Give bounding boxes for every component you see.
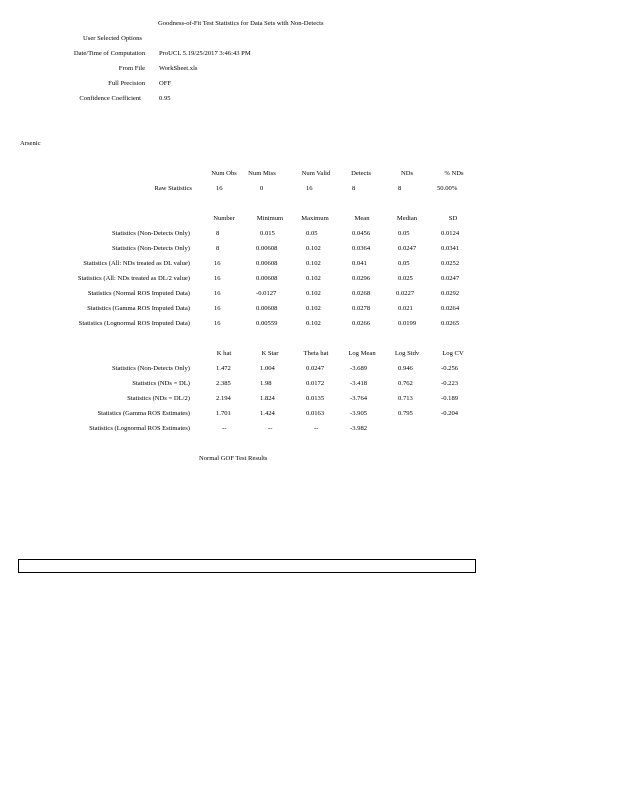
summary-cell: 0.0364	[352, 245, 371, 252]
gamma-cell: --	[222, 425, 227, 432]
gamma-cell: 0.0247	[306, 365, 325, 372]
gamma-cell: -0.256	[441, 365, 459, 372]
raw-statistics-label: Raw Statistics	[154, 185, 192, 192]
raw-value: 8	[352, 185, 356, 192]
gamma-cell: -3.689	[350, 365, 368, 372]
gamma-cell: 0.0163	[306, 410, 325, 417]
summary-row-label: Statistics (Lognormal ROS Imputed Data)	[78, 320, 190, 327]
gamma-row-label: Statistics (NDs = DL)	[132, 380, 190, 387]
field-label: Full Precision	[108, 80, 145, 87]
gamma-cell: 1.424	[260, 410, 275, 417]
summary-cell: 0.102	[306, 305, 321, 312]
summary-cell: 16	[214, 275, 221, 282]
raw-value: 0	[260, 185, 264, 192]
gamma-cell: 0.946	[398, 365, 413, 372]
gamma-row-label: Statistics (Gamma ROS Estimates)	[97, 410, 190, 417]
summary-row-label: Statistics (All: NDs treated as DL/2 value)	[77, 275, 190, 282]
summary-cell: 0.025	[398, 275, 413, 282]
gamma-row-label: Statistics (NDs = DL/2)	[127, 395, 190, 402]
gamma-header: K hat	[216, 350, 232, 357]
summary-row-label: Statistics (Normal ROS Imputed Data)	[87, 290, 190, 297]
summary-header: Number	[213, 215, 235, 222]
summary-header: Mean	[354, 215, 370, 222]
field-value: ProUCL 5.19/25/2017 3:46:43 PM	[159, 50, 251, 57]
report-title: Goodness-of-Fit Test Statistics for Data Sets with Non-Detects	[158, 20, 324, 27]
gamma-cell: -0.204	[441, 410, 459, 417]
summary-cell: 0.00608	[256, 305, 278, 312]
summary-cell: 0.0264	[441, 305, 460, 312]
gamma-cell: -3.764	[350, 395, 368, 402]
user-selected-options-label: User Selected Options	[83, 35, 142, 42]
summary-cell: 0.0124	[441, 230, 460, 237]
summary-cell: 0.0265	[441, 320, 460, 327]
summary-row-label: Statistics (All: NDs treated as DL value)	[83, 260, 190, 267]
summary-cell: 0.0278	[352, 305, 371, 312]
field-label: Date/Time of Computation	[73, 50, 145, 57]
summary-cell: 8	[216, 245, 220, 252]
raw-header: Num Obs	[211, 170, 237, 177]
gamma-cell: 1.824	[260, 395, 275, 402]
variable-name: Arsenic	[20, 140, 41, 147]
empty-bordered-cell	[18, 559, 476, 573]
raw-value: 16	[216, 185, 223, 192]
summary-cell: 0.102	[306, 320, 321, 327]
gamma-row-label: Statistics (Lognormal ROS Estimates)	[89, 425, 190, 432]
summary-cell: -0.0127	[256, 290, 277, 297]
gamma-header: Log Mean	[348, 350, 376, 357]
field-value: WorkSheet.xls	[159, 65, 198, 72]
summary-cell: 16	[214, 260, 221, 267]
raw-header: Detects	[351, 170, 371, 177]
field-value: OFF	[159, 80, 172, 87]
summary-cell: 0.102	[306, 260, 321, 267]
summary-row-label: Statistics (Non-Detects Only)	[111, 245, 190, 252]
summary-cell: 0.102	[306, 275, 321, 282]
summary-cell: 0.00559	[256, 320, 278, 327]
summary-cell: 0.0252	[441, 260, 460, 267]
gamma-cell: 0.0172	[306, 380, 325, 387]
summary-cell: 0.00608	[256, 260, 278, 267]
summary-cell: 0.0268	[352, 290, 371, 297]
summary-cell: 0.102	[306, 290, 321, 297]
gamma-cell: 1.98	[260, 380, 272, 387]
raw-header: Num Valid	[301, 170, 331, 177]
raw-header: NDs	[400, 170, 414, 177]
gamma-cell: 0.795	[398, 410, 413, 417]
gamma-cell: 0.0135	[306, 395, 325, 402]
gamma-cell: --	[268, 425, 273, 432]
summary-cell: 0.0341	[441, 245, 460, 252]
raw-value: 50.00%	[437, 185, 458, 192]
summary-cell: 0.0266	[352, 320, 371, 327]
summary-header: SD	[448, 215, 458, 222]
summary-cell: 0.0296	[352, 275, 371, 282]
summary-cell: 0.00608	[256, 275, 278, 282]
summary-cell: 0.00608	[256, 245, 278, 252]
gamma-cell: 2.194	[216, 395, 231, 402]
gamma-cell: 1.701	[216, 410, 231, 417]
summary-header: Minimum	[256, 215, 284, 222]
summary-cell: 0.0292	[441, 290, 460, 297]
summary-cell: 16	[214, 320, 221, 327]
field-value: 0.95	[159, 95, 171, 102]
summary-cell: 0.102	[306, 245, 321, 252]
gamma-header: Log CV	[442, 350, 464, 357]
gamma-cell: -3.418	[350, 380, 368, 387]
summary-row-label: Statistics (Non-Detects Only)	[111, 230, 190, 237]
summary-cell: 0.0227	[396, 290, 415, 297]
gamma-cell: 2.385	[216, 380, 231, 387]
gamma-cell: 1.472	[216, 365, 231, 372]
summary-cell: 16	[214, 290, 221, 297]
summary-cell: 0.0247	[441, 275, 460, 282]
gamma-cell: 1.004	[260, 365, 275, 372]
gamma-cell: -0.223	[441, 380, 459, 387]
summary-header: Median	[396, 215, 418, 222]
summary-cell: 8	[216, 230, 220, 237]
field-label: From File	[118, 65, 145, 72]
field-label: Confidence Coefficient	[79, 95, 141, 102]
summary-cell: 0.021	[398, 305, 413, 312]
summary-cell: 16	[214, 305, 221, 312]
gamma-cell: 0.762	[398, 380, 413, 387]
gamma-row-label: Statistics (Non-Detects Only)	[111, 365, 190, 372]
gamma-header: Log Stdv	[394, 350, 420, 357]
gamma-cell: -3.905	[350, 410, 368, 417]
summary-cell: 0.05	[398, 260, 410, 267]
gamma-cell: 0.713	[398, 395, 413, 402]
normal-gof-title: Normal GOF Test Results	[199, 455, 268, 462]
gamma-cell: -0.189	[441, 395, 459, 402]
raw-value: 8	[398, 185, 402, 192]
summary-cell: 0.0199	[398, 320, 417, 327]
summary-cell: 0.0456	[352, 230, 371, 237]
gamma-header: Theta hat	[303, 350, 329, 357]
gamma-cell: -3.982	[350, 425, 368, 432]
gamma-header: K Star	[261, 350, 279, 357]
raw-header: Num Miss	[248, 170, 276, 177]
summary-row-label: Statistics (Gamma ROS Imputed Data)	[87, 305, 190, 312]
summary-cell: 0.0247	[398, 245, 417, 252]
raw-header: % NDs	[444, 170, 464, 177]
summary-cell: 0.041	[352, 260, 367, 267]
summary-cell: 0.015	[260, 230, 275, 237]
gamma-cell: --	[314, 425, 319, 432]
summary-cell: 0.05	[306, 230, 318, 237]
summary-cell: 0.05	[398, 230, 410, 237]
raw-value: 16	[306, 185, 313, 192]
summary-header: Maximum	[301, 215, 329, 222]
